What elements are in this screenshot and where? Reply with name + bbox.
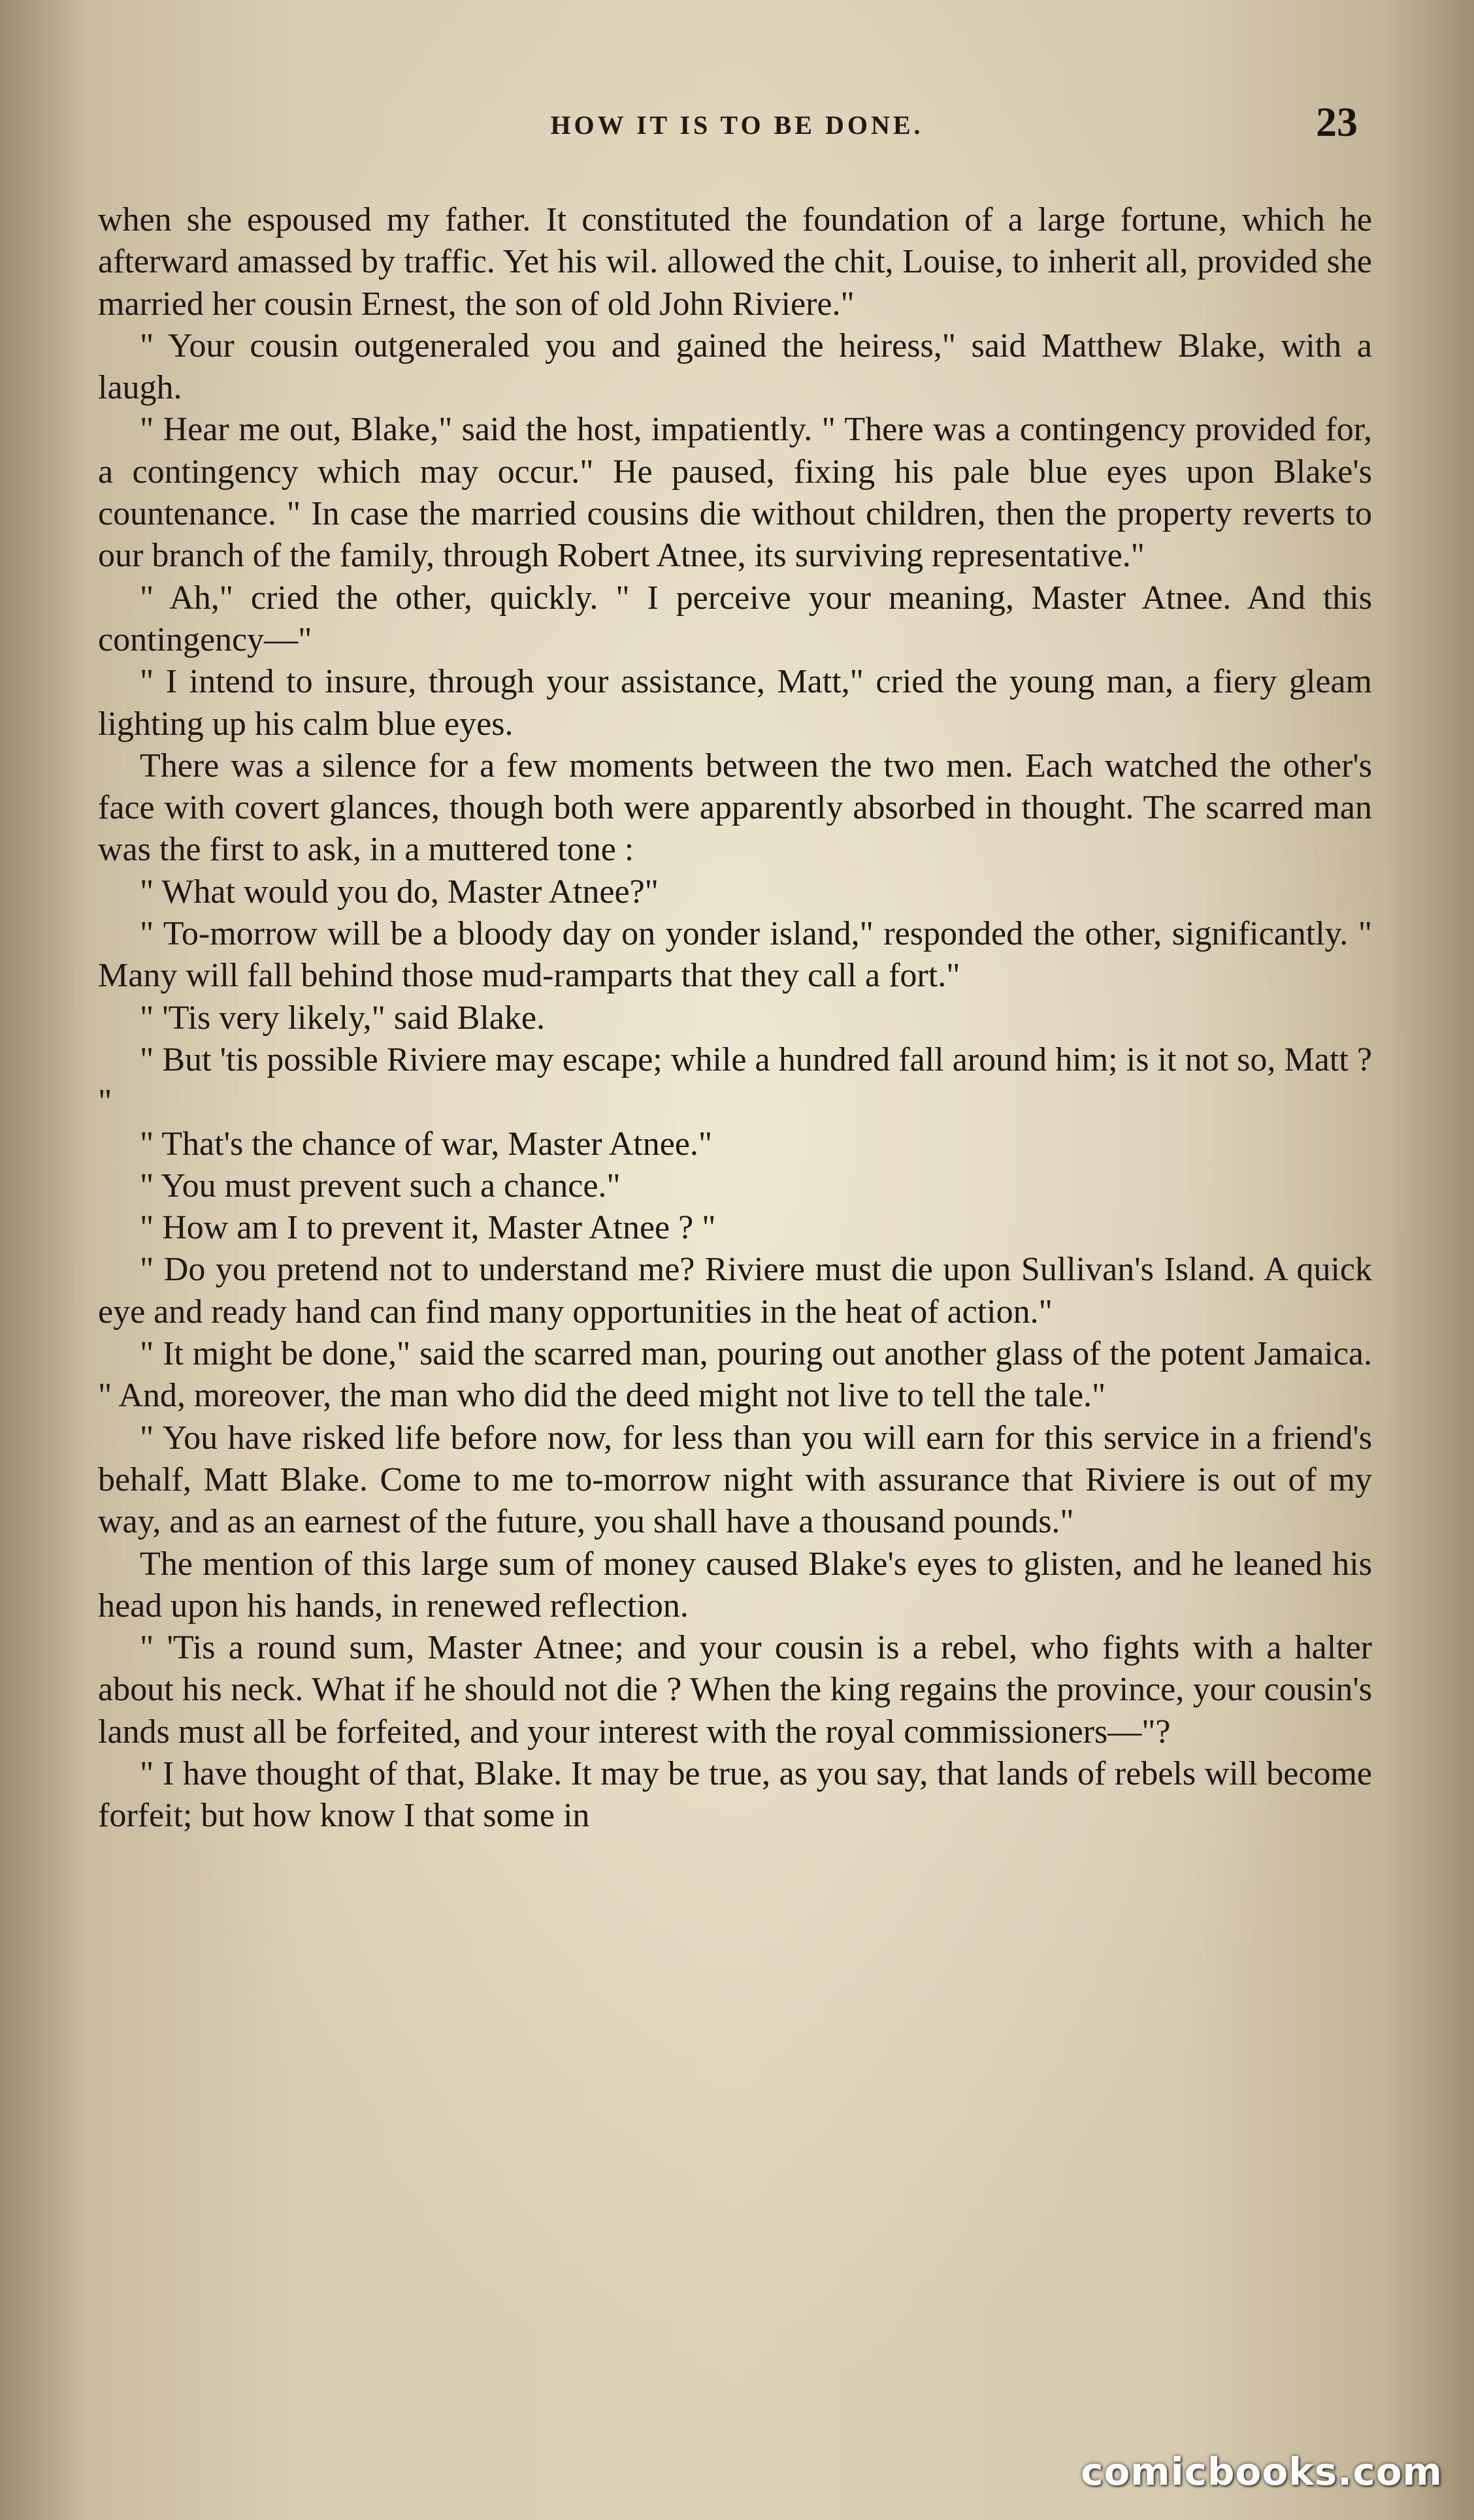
page-header	[0, 98, 1474, 150]
paragraph: " What would you do, Master Atnee?"	[140, 873, 659, 911]
paragraph: " To-morrow will be a bloody day on yonder island," responded the other, significantly. " Many will fall behind those mud-ramparts that they call a fort."	[98, 915, 1372, 995]
running-head: HOW IT IS TO BE DONE.	[550, 110, 924, 140]
paragraph: " I have thought of that, Blake. It may be true, as you say, that lands of rebels will become forfeit; but how know I that some in	[98, 1754, 1372, 1835]
paragraph: " That's the chance of war, Master Atnee."	[140, 1125, 713, 1163]
paragraph: " How am I to prevent it, Master Atnee ? "	[140, 1209, 716, 1247]
paragraph: when she espoused my father. It constituted the foundation of a large fortune, which he afterward amassed by traffic. Yet his wil. allowed the chit, Louise, to inherit all, provided she married her cousin Ernest, the son of old John Riviere."	[98, 201, 1372, 323]
page-number: 23	[1316, 99, 1358, 145]
paragraph: " Hear me out, Blake," said the host, impatiently. " There was a contingency provided for, a contingency which may occur." He paused, fixing his pale blue eyes upon Blake's countenance. " In case the married cousins die without children, then the property reverts to our branch of the family, through Robert Atnee, its surviving representative."	[98, 411, 1372, 575]
paragraph: The mention of this large sum of money caused Blake's eyes to glisten, and he leaned his head upon his hands, in renewed reflection.	[98, 1545, 1372, 1624]
paragraph: " It might be done," said the scarred man, pouring out another glass of the potent Jamaica. " And, moreover, the man who did the deed might not live to tell the tale."	[98, 1335, 1372, 1415]
paragraph: " You must prevent such a chance."	[140, 1167, 621, 1204]
paragraph: There was a silence for a few moments between the two men. Each watched the other's face with covert glances, though both were apparently absorbed in thought. The scarred man was the first to ask, in a muttered tone :	[98, 747, 1372, 869]
paragraph: " 'Tis very likely," said Blake.	[140, 999, 545, 1037]
paragraph: " Your cousin outgeneraled you and gained the heiress," said Matthew Blake, with a laugh.	[98, 327, 1372, 407]
body-text	[98, 199, 1372, 1837]
site-watermark: comicbooks.com	[1081, 2449, 1443, 2494]
paragraph: " Do you pretend not to understand me? Riviere must die upon Sullivan's Island. A quick eye and ready hand can find many opportunities in the heat of action."	[98, 1251, 1372, 1331]
paragraph: " You have risked life before now, for less than you will earn for this service in a friend's behalf, Matt Blake. Come to me to-morrow night with assurance that Riviere is out of my way, and as an earnest of the future, you shall have a thousand pounds."	[98, 1419, 1372, 1541]
paragraph: " I intend to insure, through your assistance, Matt," cried the young man, a fiery gleam lighting up his calm blue eyes.	[98, 663, 1372, 743]
paragraph: " Ah," cried the other, quickly. " I perceive your meaning, Master Atnee. And this contingency—"	[98, 579, 1372, 658]
paragraph: " But 'tis possible Riviere may escape; while a hundred fall around him; is it not so, Matt ? "	[98, 1041, 1372, 1121]
paragraph: " 'Tis a round sum, Master Atnee; and your cousin is a rebel, who fights with a halter about his neck. What if he should not die ? When the king regains the province, your cousin's lands must all be forfeited, and your interest with the royal commissioners—"?	[98, 1629, 1372, 1751]
